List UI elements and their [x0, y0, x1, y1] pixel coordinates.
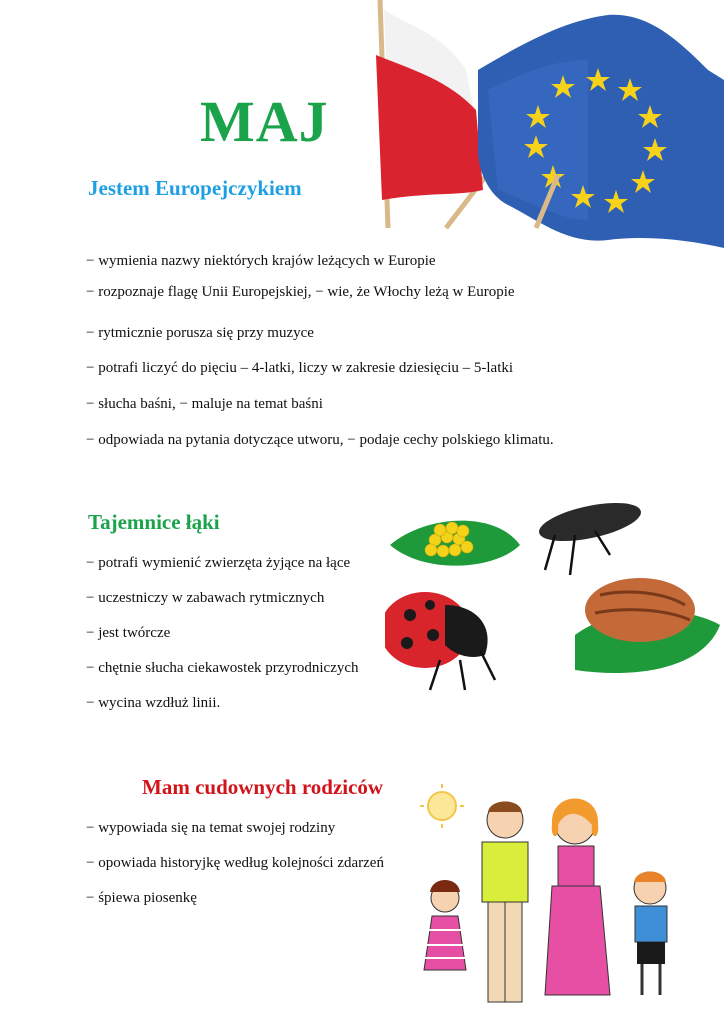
list-item: − śpiewa piosenkę	[86, 890, 197, 906]
family-illustration	[400, 780, 710, 1024]
sun-icon	[420, 784, 464, 828]
section-heading-europe: Jestem Europejczykiem	[88, 176, 302, 200]
list-item: − opowiada historyjkę według kolejności zdarzeń	[86, 855, 384, 871]
list-item: − słucha baśni, − maluje na temat baśni	[86, 396, 323, 412]
list-item: − odpowiada na pytania dotyczące utworu, − podaje cechy polskiego klimatu.	[86, 432, 554, 448]
insects-illustration	[385, 495, 720, 695]
list-item: − potrafi wymienić zwierzęta żyjące na łące	[86, 555, 351, 571]
section-heading-parents: Mam cudownych rodziców	[142, 775, 384, 799]
page-title: MAJ	[200, 89, 329, 154]
section-heading-meadow: Tajemnice łąki	[88, 510, 220, 534]
flags-illustration	[358, 0, 724, 250]
list-item: − rytmicznie porusza się przy muzyce	[86, 325, 314, 341]
list-item: − jest twórcze	[86, 625, 171, 641]
list-item: − wymienia nazwy niektórych krajów leżących w Europie	[86, 253, 436, 269]
list-item: − potrafi liczyć do pięciu – 4-latki, liczy w zakresie dziesięciu – 5-latki	[86, 360, 514, 376]
list-item: − wycina wzdłuż linii.	[86, 695, 221, 711]
list-item: − chętnie słucha ciekawostek przyrodniczych	[86, 660, 359, 676]
list-item: − rozpoznaje flagę Unii Europejskiej, − wie, że Włochy leżą w Europie	[86, 284, 515, 300]
list-item: − uczestniczy w zabawach rytmicznych	[86, 590, 325, 606]
list-item: − wypowiada się na temat swojej rodziny	[86, 820, 336, 836]
